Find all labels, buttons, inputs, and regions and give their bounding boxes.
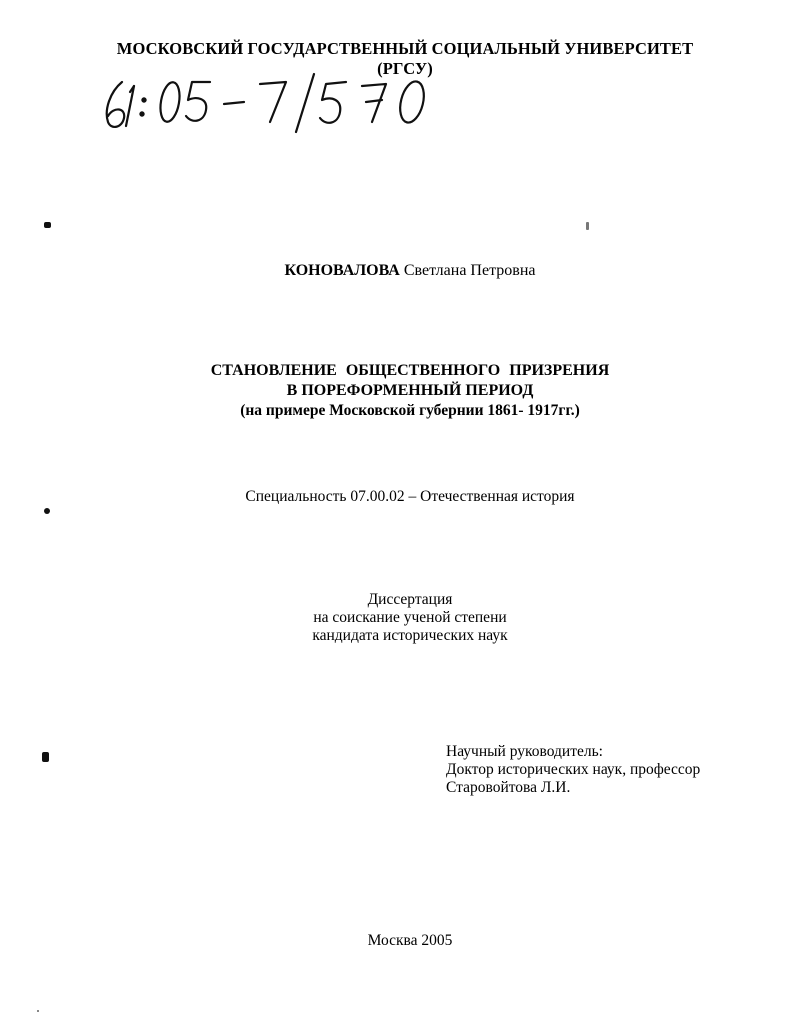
degree-name: кандидата исторических наук [312,627,508,644]
dissertation-title-line2: В ПОРЕФОРМЕННЫЙ ПЕРИОД [286,382,534,399]
author-name [210,262,610,280]
dissertation-label: Диссертация [367,591,453,608]
specialty: Специальность 07.00.02 – Отечественная история [245,488,575,505]
supervisor-label: Научный руководитель: [446,743,603,760]
dissertation-subtitle: (на примере Московской губернии 1861- 1917гг.) [240,402,580,419]
author-given-names: Светлана Петровна [403,262,536,279]
city-year: Москва 2005 [367,932,453,949]
scan-mark [42,752,49,762]
degree-purpose: на соискание ученой степени [313,609,507,626]
scan-mark [44,222,51,228]
scan-mark [37,1010,39,1012]
scan-mark [44,508,50,514]
supervisor-degree: Доктор исторических наук, профессор [446,761,701,778]
scan-mark [586,222,589,230]
university-name: МОСКОВСКИЙ ГОСУДАРСТВЕННЫЙ СОЦИАЛЬНЫЙ УНИВЕРСИТЕТ (РГСУ) [116,39,694,78]
supervisor-name: Старовойтова Л.И. [446,779,571,796]
handwritten-archive-number [100,70,460,140]
author-surname: КОНОВАЛОВА [284,262,400,279]
dissertation-title-line1: СТАНОВЛЕНИЕ ОБЩЕСТВЕННОГО ПРИЗРЕНИЯ [210,362,610,379]
